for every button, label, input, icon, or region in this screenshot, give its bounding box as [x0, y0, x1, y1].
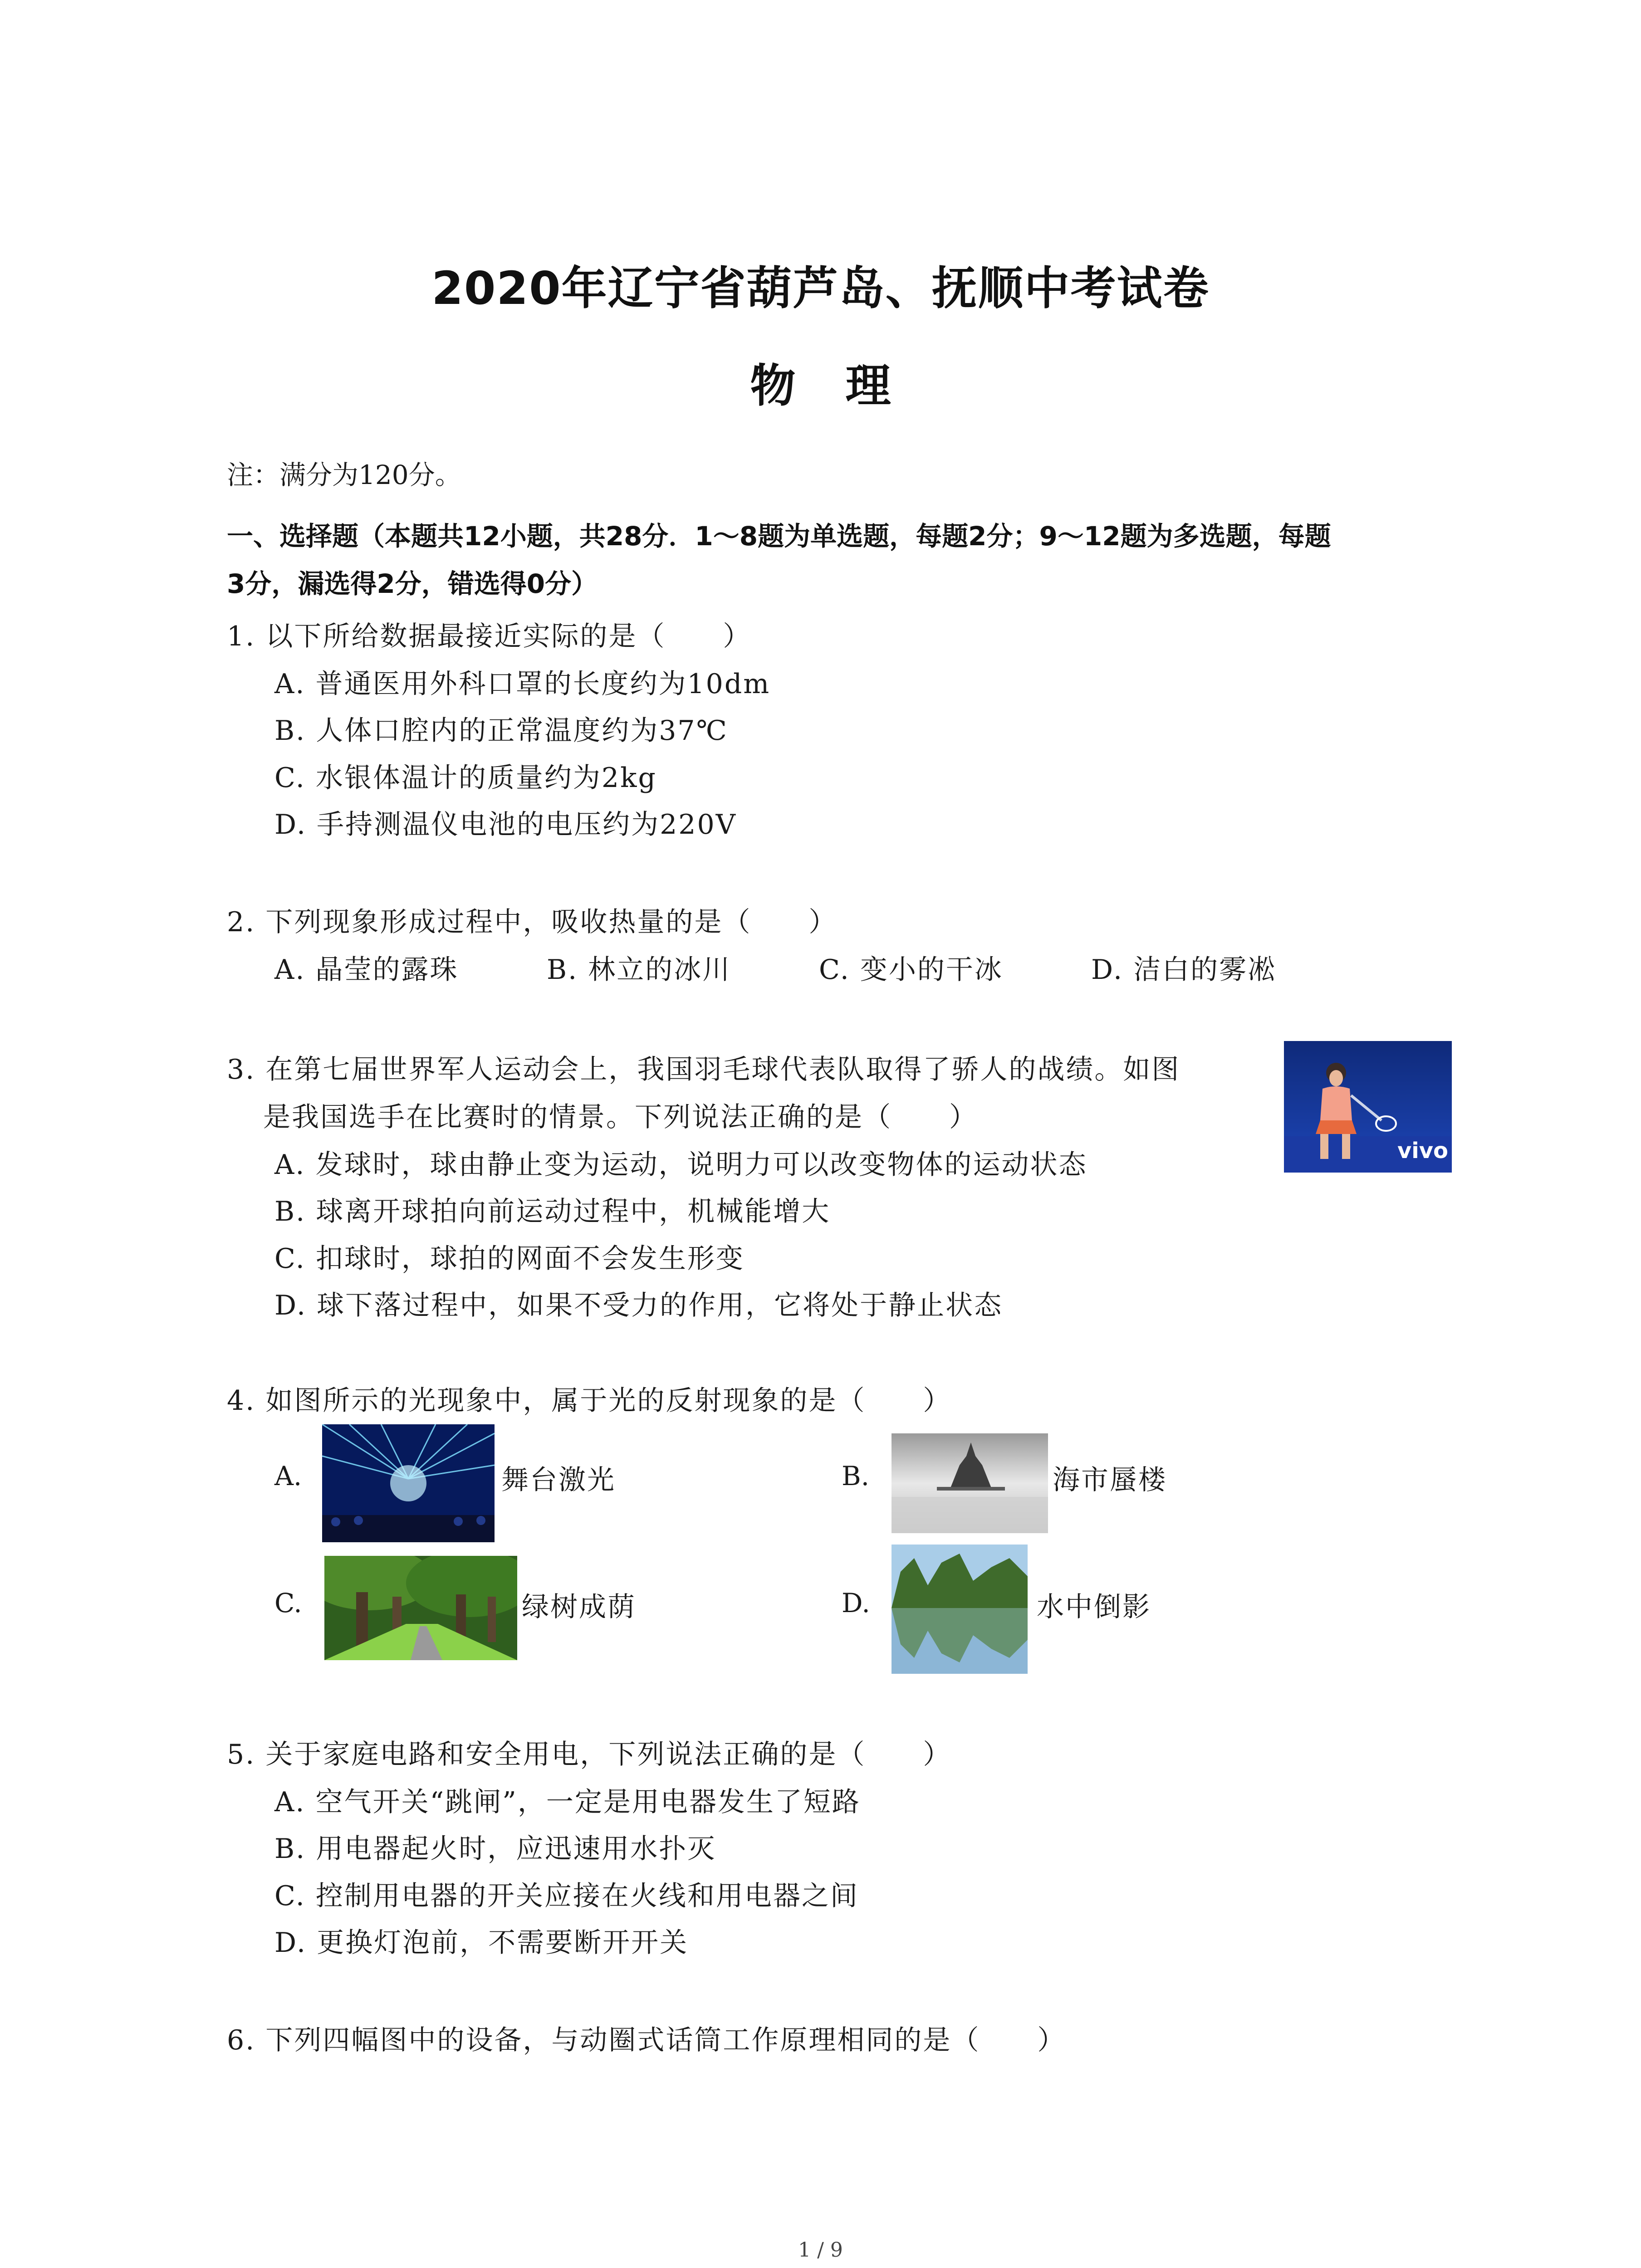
question-3-option-b: B. 球离开球拍向前运动过程中，机械能增大 — [274, 1196, 831, 1227]
question-5-option-a: A. 空气开关“跳闸”，一定是用电器发生了短路 — [274, 1786, 861, 1818]
question-2-option-c: C. 变小的干冰 — [819, 954, 1003, 986]
question-1-option-c: C. 水银体温计的质量约为2kg — [274, 762, 657, 794]
question-1-option-b: B. 人体口腔内的正常温度约为37℃ — [274, 715, 728, 747]
question-3-option-d: D. 球下落过程中，如果不受力的作用，它将处于静止状态 — [274, 1290, 1003, 1321]
sponsor-logo-text: vivo — [1397, 1138, 1449, 1163]
question-4-option-c-letter: C. — [274, 1588, 302, 1618]
question-5-option-d: D. 更换灯泡前，不需要断开开关 — [274, 1927, 689, 1959]
question-1-stem: 1. 以下所给数据最接近实际的是（ ） — [227, 621, 752, 652]
question-4-option-b-label: 海市蜃楼 — [1053, 1464, 1167, 1496]
exam-title: 2020年辽宁省葫芦岛、抚顺中考试卷 — [431, 262, 1210, 315]
subject-title: 物理 — [750, 359, 941, 412]
question-3-option-a: A. 发球时，球由静止变为运动，说明力可以改变物体的运动状态 — [274, 1149, 1087, 1181]
question-2-option-d: D. 洁白的雾凇 — [1091, 954, 1277, 986]
question-1-option-d: D. 手持测温仪电池的电压约为220V — [274, 809, 737, 841]
question-3-stem-line2: 是我国选手在比赛时的情景。下列说法正确的是（ ） — [263, 1101, 978, 1133]
question-4-stem: 4. 如图所示的光现象中，属于光的反射现象的是（ ） — [227, 1385, 952, 1417]
question-4-option-c-label: 绿树成荫 — [522, 1591, 636, 1623]
question-2-option-b: B. 林立的冰川 — [547, 954, 731, 986]
question-1-option-a: A. 普通医用外科口罩的长度约为10dm — [274, 668, 771, 700]
mirage-photo — [892, 1433, 1048, 1533]
section-heading-line1: 一、选择题（本题共12小题，共28分．1～8题为单选题，每题2分；9～12题为多选题，每题 — [227, 521, 1331, 552]
green-trees-photo — [324, 1556, 517, 1660]
score-note: 注：满分为120分。 — [227, 459, 461, 490]
page-number: 1 / 9 — [798, 2239, 843, 2262]
water-reflection-photo — [892, 1545, 1028, 1674]
stage-laser-photo — [322, 1424, 495, 1542]
badminton-player-photo — [1284, 1041, 1452, 1173]
question-6-stem: 6. 下列四幅图中的设备，与动圈式话筒工作原理相同的是（ ） — [227, 2024, 1066, 2056]
question-4-option-d-label: 水中倒影 — [1037, 1591, 1151, 1623]
question-5-option-b: B. 用电器起火时，应迅速用水扑灭 — [274, 1833, 716, 1865]
question-2-option-a: A. 晶莹的露珠 — [274, 954, 459, 986]
question-4-option-a-letter: A. — [274, 1461, 302, 1491]
question-4-option-a-label: 舞台激光 — [501, 1464, 616, 1496]
question-4-option-d-letter: D. — [842, 1588, 870, 1618]
question-3-option-c: C. 扣球时，球拍的网面不会发生形变 — [274, 1243, 745, 1275]
question-4-option-b-letter: B. — [842, 1461, 870, 1491]
question-5-option-c: C. 控制用电器的开关应接在火线和用电器之间 — [274, 1880, 859, 1912]
question-2-stem: 2. 下列现象形成过程中，吸收热量的是（ ） — [227, 906, 838, 938]
section-heading-line2: 3分，漏选得2分，错选得0分） — [227, 568, 598, 599]
question-5-stem: 5. 关于家庭电路和安全用电，下列说法正确的是（ ） — [227, 1739, 952, 1770]
question-3-stem-line1: 3. 在第七届世界军人运动会上，我国羽毛球代表队取得了骄人的战绩。如图 — [227, 1054, 1181, 1085]
